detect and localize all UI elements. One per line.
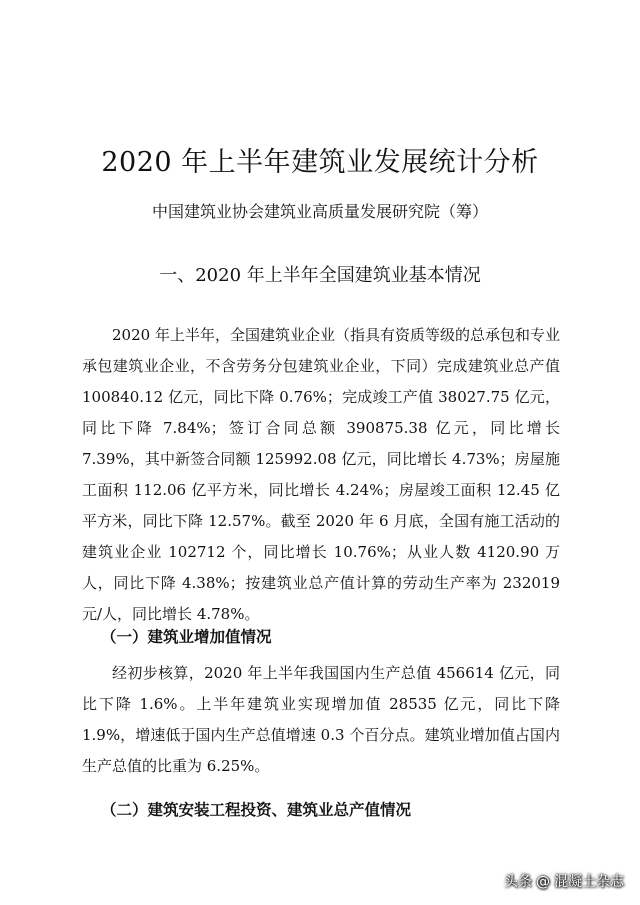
body-paragraph-2: 经初步核算，2020 年上半年我国国内生产总值 456614 亿元，同比下降 1.6%。上半年建筑业实现增加值 28535 亿元，同比下降 1.9%，增速低于国内生产总值增速 0.3 个百分点。建筑业增加值占国内生产总值的比重为 6.25%。 bbox=[82, 664, 560, 775]
subheading-investment-output: （二）建筑安装工程投资、建筑业总产值情况 bbox=[101, 801, 412, 819]
body-paragraph-1: 2020 年上半年，全国建筑业企业（指具有资质等级的总承包和专业承包建筑业企业，不含劳务分包建筑业企业，下同）完成建筑业总产值 100840.12 亿元，同比下降 0.76%；完成竣工产值 38027.75 亿元，同比下降 7.84%；签订合同总额 390875.38 亿元，同比增长 7.39%，其中新签合同额 125992.08 亿元，同比增长 4.73%；房屋施工面积 112.06 亿平方米，同比增长 4.24%；房屋竣工面积 12.45 亿平方米，同比下降 12.57%。截至 2020 年 6 月底，全国有施工活动的建筑业企业 102712 个，同比增长 10.76%；从业人数 4120.90 万人，同比下降 4.38%；按建筑业总产值计算的劳动生产率为 232019 元/人，同比增长 4.78%。 bbox=[82, 326, 560, 623]
at-icon: @ bbox=[536, 874, 550, 890]
watermark-account: 混凝土杂志 bbox=[554, 874, 624, 890]
watermark-prefix: 头条 bbox=[504, 874, 532, 890]
source-watermark bbox=[504, 873, 624, 891]
section-heading: 一、2020 年上半年全国建筑业基本情况 bbox=[159, 265, 481, 286]
subheading-value-added: （一）建筑业增加值情况 bbox=[101, 628, 272, 646]
document-subtitle: 中国建筑业协会建筑业高质量发展研究院（筹） bbox=[151, 202, 488, 221]
document-title: 2020 年上半年建筑业发展统计分析 bbox=[101, 147, 539, 178]
